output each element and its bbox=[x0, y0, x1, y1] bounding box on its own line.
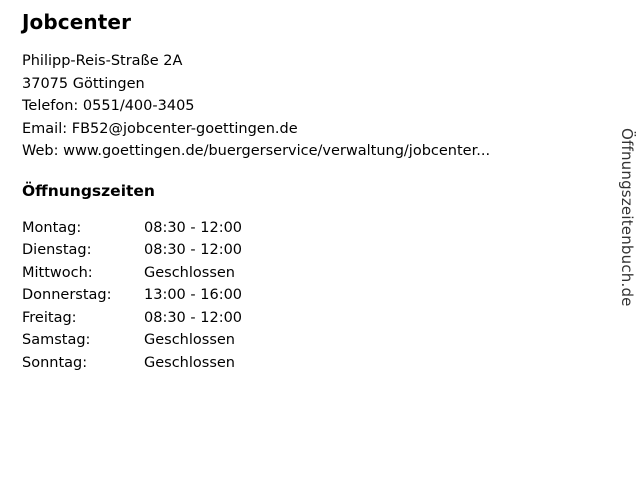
day-hours: Geschlossen bbox=[144, 264, 235, 281]
address-website: Web: www.goettingen.de/buergerservice/verwaltung/jobcenter... bbox=[22, 143, 491, 159]
listing-card bbox=[22, 10, 582, 374]
opening-hours-heading: Öffnungszeiten bbox=[22, 181, 155, 200]
day-label: Sonntag: bbox=[22, 354, 88, 371]
day-label: Mittwoch: bbox=[22, 264, 93, 281]
table-row bbox=[22, 262, 324, 285]
address-phone: Telefon: 0551/400-3405 bbox=[22, 98, 195, 114]
address-block bbox=[22, 50, 582, 163]
day-label: Freitag: bbox=[22, 309, 77, 326]
day-label: Donnerstag: bbox=[22, 287, 112, 303]
address-city: 37075 Göttingen bbox=[22, 75, 145, 92]
day-hours: Geschlossen bbox=[144, 332, 235, 348]
table-row bbox=[22, 352, 324, 375]
day-hours: Geschlossen bbox=[144, 354, 235, 371]
day-label: Samstag: bbox=[22, 332, 91, 348]
table-row bbox=[22, 217, 324, 240]
table-row bbox=[22, 284, 324, 307]
address-email: Email: FB52@jobcenter-goettingen.de bbox=[22, 120, 298, 137]
day-hours: 08:30 - 12:00 bbox=[144, 309, 243, 326]
day-label: Dienstag: bbox=[22, 242, 92, 258]
day-hours: 08:30 - 12:00 bbox=[144, 219, 243, 236]
address-street: Philipp-Reis-Straße 2A bbox=[22, 53, 183, 69]
table-row bbox=[22, 239, 324, 262]
page-title: Jobcenter bbox=[22, 10, 132, 34]
day-label: Montag: bbox=[22, 219, 82, 236]
table-row bbox=[22, 307, 324, 330]
table-row bbox=[22, 329, 324, 352]
day-hours: 08:30 - 12:00 bbox=[144, 242, 243, 258]
opening-hours-table bbox=[22, 217, 324, 375]
day-hours: 13:00 - 16:00 bbox=[144, 287, 243, 303]
site-watermark: Öffnungszeitenbuch.de bbox=[618, 128, 636, 307]
